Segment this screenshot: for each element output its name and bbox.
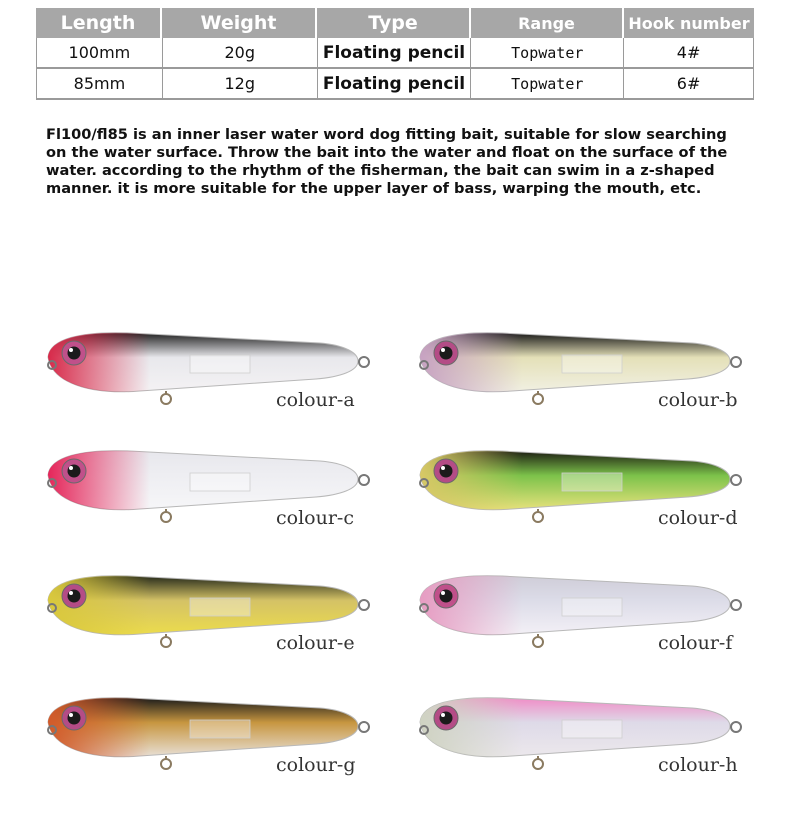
cell-length: 100mm [37,38,163,67]
lure-card [412,690,752,780]
colour-label: colour-c [276,507,354,529]
header-hook-number: Hook number [628,13,750,33]
cell-weight: 12g [163,69,318,98]
lure-card [412,568,752,658]
colour-label: colour-b [658,389,738,411]
colour-label: colour-e [276,632,355,654]
lure-card [40,443,380,533]
cell-hook-number: 4# [624,38,754,67]
colour-label: colour-d [658,507,738,529]
lure-card [40,690,380,780]
lure-card [412,443,752,533]
lure-card [412,325,752,415]
spec-table [36,8,754,100]
header-length: Length [36,8,162,38]
colour-label: colour-g [276,754,356,776]
cell-weight: 20g [163,38,318,67]
spec-table-header [36,8,754,38]
cell-type: Floating pencil [318,69,472,98]
lure-card [40,325,380,415]
cell-length: 85mm [37,69,163,98]
cell-hook-number: 6# [624,69,754,98]
header-range: Range [471,8,624,38]
header-type: Type [317,8,471,38]
colour-label: colour-h [658,754,738,776]
table-row [36,69,754,100]
cell-type: Floating pencil [318,38,472,67]
product-description: Fl100/fl85 is an inner laser water word dog fitting bait, suitable for slow searching on the water surface. Throw the bait into the water and float on the surface of the water. according to the rhythm of the fisherman, the bait can swim in a z-shaped manner. it is more suitable for the upper layer of bass, warping the mouth, etc. [46,126,728,197]
lure-card [40,568,380,658]
colour-label: colour-f [658,632,733,654]
table-row [36,38,754,69]
cell-range: Topwater [471,38,624,67]
header-weight: Weight [162,8,317,38]
colour-label: colour-a [276,389,355,411]
cell-range: Topwater [471,69,624,98]
